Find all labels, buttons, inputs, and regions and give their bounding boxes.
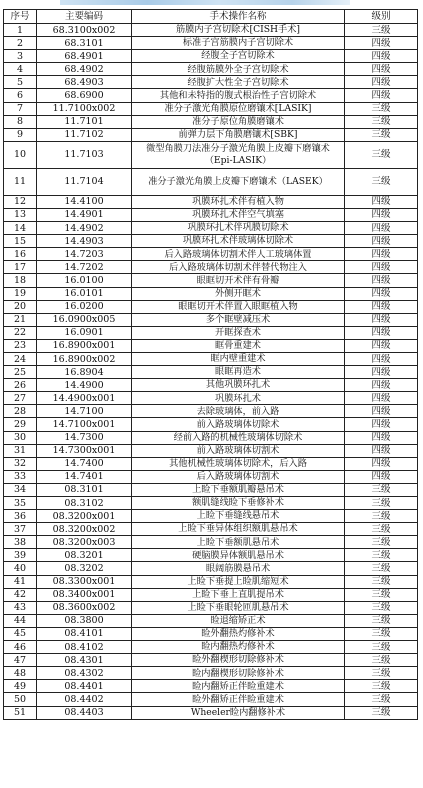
cell-level: 三级 [345, 706, 418, 719]
cell-seq: 43 [4, 601, 37, 614]
cell-name: 上睑下垂上直肌提吊术 [132, 588, 345, 601]
cell-name: 外侧开眶术 [132, 287, 345, 300]
cell-level: 四级 [345, 300, 418, 313]
table-row [4, 654, 418, 667]
cell-name: 筋膜内子宫切除术[CISH手术] [132, 24, 345, 37]
cell-name: 睑外翻热灼修补术 [132, 627, 345, 640]
cell-code: 08.3300x001 [37, 575, 132, 588]
cell-seq: 13 [4, 208, 37, 221]
cell-level: 四级 [345, 339, 418, 352]
cell-seq: 48 [4, 667, 37, 680]
cell-seq: 11 [4, 168, 37, 195]
cell-name: 后入路玻璃体切割术伴替代物注入 [132, 261, 345, 274]
cell-seq: 10 [4, 141, 37, 168]
table-row [4, 222, 418, 235]
table-row [4, 693, 418, 706]
cell-seq: 17 [4, 261, 37, 274]
cell-code: 08.3202 [37, 562, 132, 575]
cell-seq: 7 [4, 102, 37, 115]
cell-code: 14.7400 [37, 457, 132, 470]
cell-code: 11.7102 [37, 128, 132, 141]
cell-name: 前入路玻璃体切割术 [132, 444, 345, 457]
cell-level: 三级 [345, 510, 418, 523]
table-row [4, 483, 418, 496]
table-row [4, 141, 418, 168]
cell-code: 08.4301 [37, 654, 132, 667]
cell-code: 08.4403 [37, 706, 132, 719]
cell-seq: 31 [4, 444, 37, 457]
cell-seq: 3 [4, 50, 37, 63]
table-row [4, 680, 418, 693]
cell-name: 睑外翻矫正伴睑重建术 [132, 693, 345, 706]
table-row [4, 418, 418, 431]
cell-name: 准分子原位角膜磨镶术 [132, 115, 345, 128]
cell-level: 四级 [345, 195, 418, 208]
cell-level: 三级 [345, 562, 418, 575]
cell-code: 08.4101 [37, 627, 132, 640]
cell-level: 四级 [345, 222, 418, 235]
cell-level: 四级 [345, 287, 418, 300]
cell-name: 眶骨重建术 [132, 339, 345, 352]
cell-name: 开眶探查术 [132, 326, 345, 339]
cell-level: 三级 [345, 601, 418, 614]
cell-seq: 32 [4, 457, 37, 470]
cell-level: 三级 [345, 549, 418, 562]
table-row [4, 536, 418, 549]
cell-name: 硬脑膜异体额肌悬吊术 [132, 549, 345, 562]
cell-level: 四级 [345, 366, 418, 379]
cell-name: 多个眶壁减压术 [132, 313, 345, 326]
cell-code: 08.3200x001 [37, 510, 132, 523]
cell-code: 11.7104 [37, 168, 132, 195]
cell-level: 四级 [345, 76, 418, 89]
table-row [4, 235, 418, 248]
cell-code: 14.4900x001 [37, 392, 132, 405]
cell-name: 微型角膜刀法准分子激光角膜上皮瓣下磨镶术（Epi-LASIK） [132, 141, 345, 168]
cell-seq: 16 [4, 248, 37, 261]
cell-code: 08.4302 [37, 667, 132, 680]
cell-code: 68.3100x002 [37, 24, 132, 37]
cell-code: 14.4903 [37, 235, 132, 248]
cell-name: 睑内翻热灼修补术 [132, 641, 345, 654]
cell-level: 四级 [345, 50, 418, 63]
cell-level: 四级 [345, 457, 418, 470]
cell-code: 14.7100x001 [37, 418, 132, 431]
cell-seq: 26 [4, 379, 37, 392]
cell-seq: 50 [4, 693, 37, 706]
table-row [4, 261, 418, 274]
cell-seq: 35 [4, 497, 37, 510]
cell-name: 经腹全子宫切除术 [132, 50, 345, 63]
table-body [4, 24, 418, 720]
cell-level: 四级 [345, 274, 418, 287]
table-row [4, 444, 418, 457]
cell-level: 四级 [345, 235, 418, 248]
cell-code: 08.3200x003 [37, 536, 132, 549]
cell-level: 四级 [345, 63, 418, 76]
cell-code: 16.8900x002 [37, 352, 132, 365]
cell-code: 08.3102 [37, 497, 132, 510]
cell-name: 睑外翻楔形切除修补术 [132, 654, 345, 667]
table-row [4, 89, 418, 102]
table-row [4, 339, 418, 352]
cell-name: 上睑下垂额肌悬吊术 [132, 536, 345, 549]
table-row [4, 575, 418, 588]
cell-code: 14.7300 [37, 431, 132, 444]
cell-code: 08.4402 [37, 693, 132, 706]
cell-name: 巩膜环扎术 [132, 392, 345, 405]
cell-name: 睑退缩矫正术 [132, 614, 345, 627]
table-row [4, 63, 418, 76]
cell-seq: 5 [4, 76, 37, 89]
table-row [4, 667, 418, 680]
cell-name: 上睑下垂异体组织额肌悬吊术 [132, 523, 345, 536]
cell-seq: 19 [4, 287, 37, 300]
cell-code: 08.3600x002 [37, 601, 132, 614]
cell-code: 68.4902 [37, 63, 132, 76]
cell-seq: 44 [4, 614, 37, 627]
cell-level: 三级 [345, 641, 418, 654]
cell-seq: 46 [4, 641, 37, 654]
cell-code: 68.3101 [37, 37, 132, 50]
cell-seq: 37 [4, 523, 37, 536]
cell-seq: 22 [4, 326, 37, 339]
cell-name: 巩膜环扎术伴巩膜切除术 [132, 222, 345, 235]
cell-seq: 24 [4, 352, 37, 365]
cell-seq: 30 [4, 431, 37, 444]
table-row [4, 510, 418, 523]
cell-seq: 36 [4, 510, 37, 523]
cell-name: 标准子宫筋膜内子宫切除术 [132, 37, 345, 50]
cell-code: 14.7202 [37, 261, 132, 274]
table-row [4, 601, 418, 614]
cell-seq: 21 [4, 313, 37, 326]
table-row [4, 366, 418, 379]
table-header-row [4, 10, 418, 24]
cell-code: 14.7203 [37, 248, 132, 261]
cell-name: 后入路玻璃体切割术伴人工玻璃体置 [132, 248, 345, 261]
table-row [4, 457, 418, 470]
table-row [4, 115, 418, 128]
table-row [4, 248, 418, 261]
cell-name: 睑内翻矫正伴睑重建术 [132, 680, 345, 693]
cell-seq: 8 [4, 115, 37, 128]
table-row [4, 627, 418, 640]
table-row [4, 128, 418, 141]
cell-name: 后入路玻璃体切割术 [132, 470, 345, 483]
cell-level: 三级 [345, 588, 418, 601]
cell-level: 四级 [345, 261, 418, 274]
cell-code: 08.4401 [37, 680, 132, 693]
table-row [4, 352, 418, 365]
table-row [4, 549, 418, 562]
cell-name: 经腹扩大性全子宫切除术 [132, 76, 345, 89]
cell-name: 上睑下垂眼轮匝肌悬吊术 [132, 601, 345, 614]
cell-seq: 29 [4, 418, 37, 431]
cell-name: 巩膜环扎术伴空气填塞 [132, 208, 345, 221]
cell-seq: 15 [4, 235, 37, 248]
cell-seq: 23 [4, 339, 37, 352]
cell-seq: 20 [4, 300, 37, 313]
cell-level: 四级 [345, 392, 418, 405]
cell-name: 准分子激光角膜原位磨镶术[LASIK] [132, 102, 345, 115]
cell-seq: 14 [4, 222, 37, 235]
cell-seq: 28 [4, 405, 37, 418]
cell-name: 其他机械性玻璃体切除术，后入路 [132, 457, 345, 470]
table-row [4, 706, 418, 719]
table-row [4, 24, 418, 37]
cell-level: 三级 [345, 523, 418, 536]
cell-code: 16.0200 [37, 300, 132, 313]
cell-level: 四级 [345, 405, 418, 418]
table-row [4, 37, 418, 50]
cell-seq: 49 [4, 680, 37, 693]
cell-name: 眼眶切开术伴置入眼眶植入物 [132, 300, 345, 313]
cell-name: 眼眶再造术 [132, 366, 345, 379]
cell-level: 三级 [345, 614, 418, 627]
cell-level: 三级 [345, 627, 418, 640]
table-row [4, 392, 418, 405]
cell-code: 16.0100 [37, 274, 132, 287]
cell-name: 巩膜环扎术伴有植入物 [132, 195, 345, 208]
cell-seq: 51 [4, 706, 37, 719]
table-row [4, 523, 418, 536]
cell-name: 准分子激光角膜上皮瓣下磨镶术（LASEK） [132, 168, 345, 195]
cell-code: 14.7100 [37, 405, 132, 418]
cell-level: 四级 [345, 418, 418, 431]
cell-code: 11.7100x002 [37, 102, 132, 115]
cell-code: 08.3800 [37, 614, 132, 627]
cell-name: 上睑下垂额肌瓣悬吊术 [132, 483, 345, 496]
cell-level: 四级 [345, 379, 418, 392]
cell-name: 经前入路的机械性玻璃体切除术 [132, 431, 345, 444]
cell-name: 去除玻璃体，前入路 [132, 405, 345, 418]
header-name: 手术操作名称 [132, 10, 345, 24]
cell-seq: 25 [4, 366, 37, 379]
cell-code: 11.7103 [37, 141, 132, 168]
table-row [4, 588, 418, 601]
cell-seq: 2 [4, 37, 37, 50]
table-row [4, 102, 418, 115]
cell-seq: 34 [4, 483, 37, 496]
cell-code: 08.3101 [37, 483, 132, 496]
header-code: 主要编码 [37, 10, 132, 24]
cell-level: 四级 [345, 326, 418, 339]
cell-level: 三级 [345, 575, 418, 588]
table-row [4, 76, 418, 89]
table-row [4, 379, 418, 392]
cell-code: 16.0101 [37, 287, 132, 300]
table-row [4, 300, 418, 313]
cell-level: 三级 [345, 693, 418, 706]
cell-seq: 42 [4, 588, 37, 601]
cell-name: 巩膜环扎术伴玻璃体切除术 [132, 235, 345, 248]
cell-level: 三级 [345, 102, 418, 115]
cell-seq: 27 [4, 392, 37, 405]
header-seq: 序号 [4, 10, 37, 24]
cell-code: 08.3400x001 [37, 588, 132, 601]
cell-seq: 39 [4, 549, 37, 562]
cell-seq: 1 [4, 24, 37, 37]
cell-name: 前入路玻璃体切除术 [132, 418, 345, 431]
cell-level: 三级 [345, 497, 418, 510]
cell-seq: 12 [4, 195, 37, 208]
cell-name: 眼阔筋膜悬吊术 [132, 562, 345, 575]
header-banner-strip [60, 0, 350, 5]
cell-code: 14.7401 [37, 470, 132, 483]
table-row [4, 641, 418, 654]
table-row [4, 614, 418, 627]
cell-level: 三级 [345, 536, 418, 549]
cell-code: 14.4100 [37, 195, 132, 208]
table-row [4, 326, 418, 339]
table-row [4, 562, 418, 575]
cell-code: 14.4902 [37, 222, 132, 235]
cell-level: 四级 [345, 37, 418, 50]
cell-level: 三级 [345, 680, 418, 693]
cell-name: Wheeler睑内翻修补术 [132, 706, 345, 719]
cell-name: 经腹筋膜外全子宫切除术 [132, 63, 345, 76]
cell-seq: 9 [4, 128, 37, 141]
cell-code: 68.4901 [37, 50, 132, 63]
cell-seq: 45 [4, 627, 37, 640]
cell-code: 14.4901 [37, 208, 132, 221]
cell-level: 三级 [345, 24, 418, 37]
cell-level: 三级 [345, 667, 418, 680]
cell-level: 三级 [345, 128, 418, 141]
cell-name: 其他巩膜环扎术 [132, 379, 345, 392]
cell-code: 11.7101 [37, 115, 132, 128]
cell-level: 三级 [345, 168, 418, 195]
cell-level: 四级 [345, 431, 418, 444]
cell-name: 前弹力层下角膜磨镶术[SBK] [132, 128, 345, 141]
table-row [4, 431, 418, 444]
cell-seq: 47 [4, 654, 37, 667]
cell-level: 三级 [345, 483, 418, 496]
cell-name: 其他和未特指的腹式根治性子宫切除术 [132, 89, 345, 102]
table-row [4, 497, 418, 510]
cell-code: 16.8900x001 [37, 339, 132, 352]
cell-level: 三级 [345, 141, 418, 168]
cell-name: 上睑下垂缝线悬吊术 [132, 510, 345, 523]
cell-seq: 18 [4, 274, 37, 287]
header-level: 级别 [345, 10, 418, 24]
cell-level: 四级 [345, 352, 418, 365]
cell-seq: 40 [4, 562, 37, 575]
cell-code: 16.8904 [37, 366, 132, 379]
cell-seq: 38 [4, 536, 37, 549]
cell-name: 上睑下垂提上睑肌缩短术 [132, 575, 345, 588]
table-row [4, 405, 418, 418]
cell-level: 四级 [345, 470, 418, 483]
table-row [4, 274, 418, 287]
cell-name: 眶内壁重建术 [132, 352, 345, 365]
table-row [4, 287, 418, 300]
table-row [4, 50, 418, 63]
cell-code: 08.4102 [37, 641, 132, 654]
cell-seq: 6 [4, 89, 37, 102]
table-row [4, 208, 418, 221]
table-row [4, 470, 418, 483]
cell-level: 四级 [345, 444, 418, 457]
cell-code: 16.0900x005 [37, 313, 132, 326]
cell-level: 四级 [345, 313, 418, 326]
cell-code: 68.4903 [37, 76, 132, 89]
cell-code: 16.0901 [37, 326, 132, 339]
table-row [4, 195, 418, 208]
cell-level: 四级 [345, 248, 418, 261]
cell-code: 14.7300x001 [37, 444, 132, 457]
cell-level: 四级 [345, 89, 418, 102]
cell-code: 08.3201 [37, 549, 132, 562]
cell-seq: 4 [4, 63, 37, 76]
cell-code: 14.4900 [37, 379, 132, 392]
cell-name: 额肌缝线睑下垂修补术 [132, 497, 345, 510]
surgery-table [3, 9, 418, 720]
cell-name: 眼眶切开术伴有骨瓣 [132, 274, 345, 287]
cell-level: 三级 [345, 654, 418, 667]
table-row [4, 168, 418, 195]
table-row [4, 313, 418, 326]
cell-code: 68.6900 [37, 89, 132, 102]
cell-name: 睑内翻楔形切除修补术 [132, 667, 345, 680]
cell-level: 三级 [345, 115, 418, 128]
cell-seq: 41 [4, 575, 37, 588]
cell-code: 08.3200x002 [37, 523, 132, 536]
cell-seq: 33 [4, 470, 37, 483]
cell-level: 四级 [345, 208, 418, 221]
